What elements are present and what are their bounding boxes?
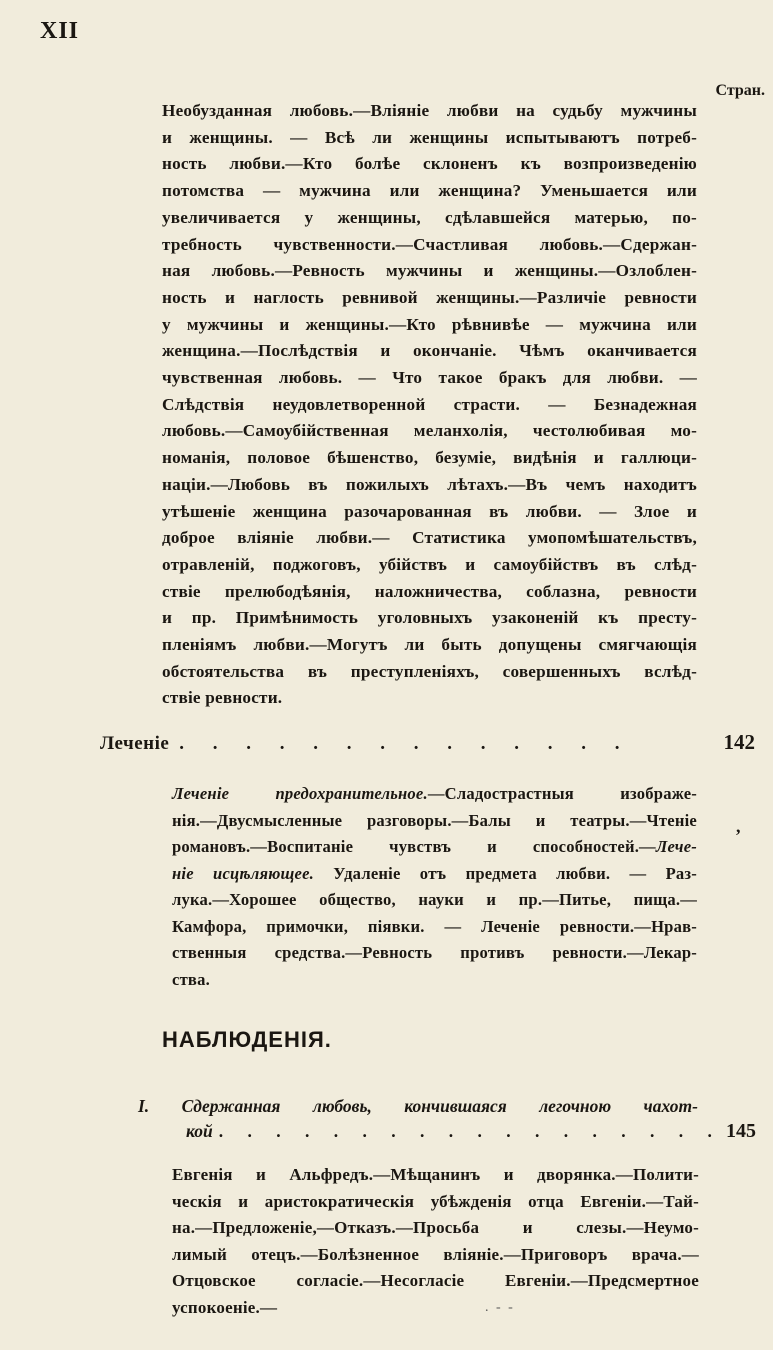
- observations-heading: НАБЛЮДЕНІЯ.: [162, 1027, 332, 1052]
- text-line: [172, 967, 697, 994]
- text-line: Необузданная любовь.—Вліяніе любви на судьбу мужчины: [162, 101, 697, 120]
- text-run: романовъ.—Воспитаніе чувствъ и способностей.—: [172, 837, 656, 856]
- text-line: пленіямъ любви.—Могутъ ли быть допущены смягчающія: [162, 635, 697, 655]
- treatment-paragraph: [172, 781, 697, 993]
- text-line: лимый отецъ.—Болѣзненное вліяніе.—Приговоръ врача.—: [172, 1244, 699, 1264]
- page-number: XII: [40, 18, 80, 44]
- toc-entry-observation-1: [186, 1120, 756, 1143]
- text-line: на.—Предложеніе,—Отказъ.—Просьба и слезы.—Неумо-: [172, 1218, 699, 1237]
- text-run: ства.: [172, 969, 210, 989]
- text-line: утѣшеніе женщина разочарованная въ любви. — Злое и: [162, 501, 697, 521]
- text-line: ческія и аристократическія убѣжденія отца Евгеніи.—Тай-: [172, 1191, 699, 1211]
- text-line: Евгенія и Альфредъ.—Мѣщанинъ и дворянка.—Полити-: [172, 1165, 699, 1184]
- text-line: успокоеніе.—: [172, 1297, 278, 1317]
- toc-entry-title: Леченіе: [100, 733, 170, 754]
- observation-summary-paragraph: [172, 1162, 699, 1321]
- text-run: нія.—Двусмысленные разговоры.—Балы и театры.—Чтеніе: [172, 810, 697, 830]
- toc-entry-page: 145: [726, 1120, 756, 1142]
- text-line: доброе вліяніе любви.— Статистика умопомѣшательствъ,: [162, 528, 697, 548]
- text-line: номанія, половое бѣшенство, безуміе, видѣнія и галлюци-: [162, 448, 697, 468]
- text-line: любовь.—Самоубійственная меланхолія, честолюбивая мо-: [162, 421, 697, 441]
- text-run: ственныя средства.—Ревность противъ ревности.—Лекар-: [172, 943, 697, 962]
- text-line: [172, 808, 697, 835]
- text-line: Отцовское согласіе.—Несогласіе Евгеніи.—Предсмертное: [172, 1271, 699, 1290]
- text-line: увеличивается у женщины, сдѣлавшейся матерью, по-: [162, 207, 697, 227]
- text-line: обстоятельства въ преступленіяхъ, совершенныхъ вслѣд-: [162, 661, 697, 681]
- observation-title-line: I. Сдержанная любовь, кончившаяся легочною чахот-: [138, 1096, 698, 1116]
- text-line: [172, 914, 697, 941]
- section-summary-paragraph: [162, 98, 697, 712]
- text-run: Удаленіе отъ предмета любви. — Раз-: [314, 863, 697, 883]
- text-line: ная любовь.—Ревность мужчины и женщины.—Озлоблен-: [162, 261, 697, 281]
- text-line: націи.—Любовь въ пожилыхъ лѣтахъ.—Въ чемъ находитъ: [162, 474, 697, 494]
- toc-entry-lechenie: [100, 730, 755, 755]
- observation-title-end: кой: [186, 1121, 213, 1141]
- text-line: [172, 861, 697, 888]
- text-line: и пр. Примѣнимость уголовныхъ узаконеній къ престу-: [162, 608, 697, 628]
- page-column-label: Стран.: [715, 82, 765, 99]
- text-line: [172, 781, 697, 808]
- text-run: —Сладострастныя изображе-: [427, 784, 697, 803]
- text-line: [172, 940, 697, 967]
- italic-run: ніе исцѣляющее.: [172, 863, 315, 883]
- toc-entry-page: 142: [723, 730, 755, 754]
- text-line: ность любви.—Кто болѣе склоненъ къ возпроизведенію: [162, 154, 697, 174]
- italic-run: Лече-: [655, 837, 697, 856]
- stray-marks: . - -: [485, 1300, 515, 1315]
- text-line: и женщины. — Всѣ ли женщины испытываютъ потреб-: [162, 127, 697, 147]
- text-run: лука.—Хорошее общество, науки и пр.—Питье, пища.—: [172, 890, 697, 909]
- text-line: ствіе ревности.: [162, 688, 283, 708]
- text-line: [172, 834, 697, 861]
- italic-run: Леченіе предохранительное.: [172, 784, 428, 803]
- text-line: женщина.—Послѣдствія и окончаніе. Чѣмъ оканчивается: [162, 341, 697, 361]
- text-line: ствіе прелюбодѣянія, наложничества, соблазна, ревности: [162, 581, 697, 601]
- text-line: потомства — мужчина или женщина? Уменьшается или: [162, 181, 697, 201]
- text-line: у мужчины и женщины.—Кто рѣвнивѣе — мужчина или: [162, 314, 697, 334]
- text-line: требность чувственности.—Счастливая любовь.—Сдержан-: [162, 234, 697, 254]
- text-line: [172, 887, 697, 914]
- text-line: Слѣдствія неудовлетворенной страсти. — Безнадежная: [162, 394, 697, 414]
- text-line: отравленій, поджоговъ, убійствъ и самоубійствъ въ слѣд-: [162, 554, 697, 574]
- toc-leader-dots: . . . . . . . . . . . . . . . . . .: [218, 1121, 722, 1141]
- text-line: чувственная любовь. — Что такое бракъ для любви. —: [162, 368, 697, 388]
- text-run: Камфора, примочки, піявки. — Леченіе ревности.—Нрав-: [172, 916, 697, 936]
- margin-mark: ,: [736, 816, 741, 836]
- text-line: ность и наглость ревнивой женщины.—Различіе ревности: [162, 287, 697, 307]
- toc-leader-dots: . . . . . . . . . . . . . .: [179, 733, 632, 754]
